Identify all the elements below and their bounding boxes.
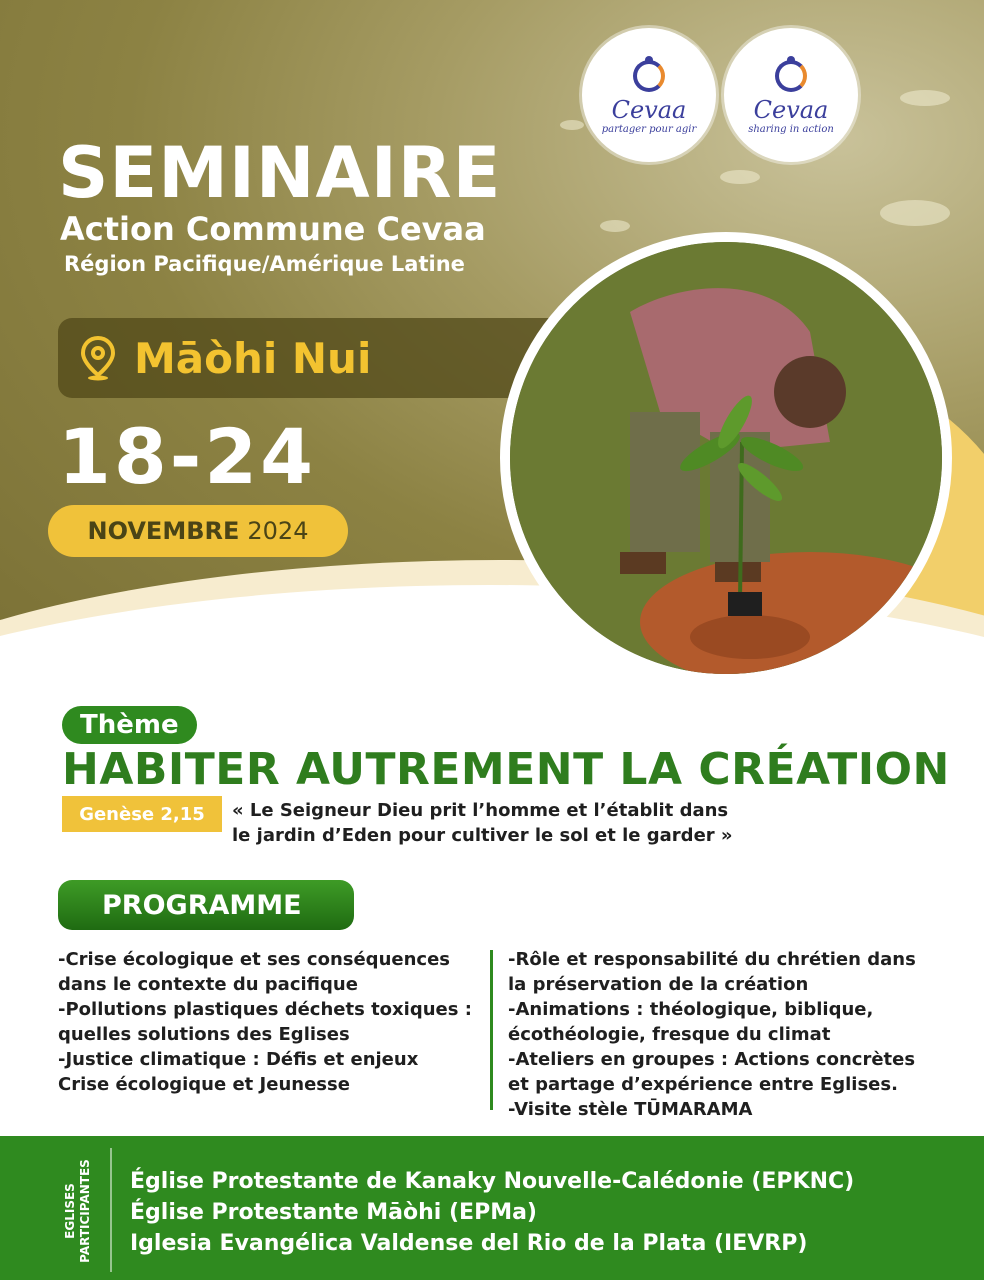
- programme-line: -Justice climatique : Défis et enjeux: [58, 1049, 419, 1070]
- event-subtitle: Action Commune Cevaa: [60, 210, 486, 248]
- church-item: Iglesia Evangélica Valdense del Rio de la Plata (IEVRP): [130, 1231, 808, 1256]
- programme-line: -Animations : théologique, biblique,: [508, 999, 874, 1020]
- cevaa-logo-en: Cevaa sharing in action: [724, 28, 858, 162]
- church-list: [130, 1166, 854, 1259]
- programme-line: la préservation de la création: [508, 974, 809, 995]
- verse-line: le jardin d’Eden pour cultiver le sol et le garder »: [232, 825, 733, 846]
- programme-line: -Crise écologique et ses conséquences: [58, 949, 450, 970]
- date-range: 18-24: [58, 412, 317, 501]
- programme-line: quelles solutions des Eglises: [58, 1024, 350, 1045]
- programme-line: -Ateliers en groupes : Actions concrètes: [508, 1049, 916, 1070]
- verse-line: « Le Seigneur Dieu prit l’homme et l’établit dans: [232, 800, 729, 821]
- verse-quote: [232, 798, 733, 848]
- photo-illustration: [510, 242, 942, 674]
- location-pin-icon: [78, 335, 118, 381]
- location-name: Māòhi Nui: [134, 333, 372, 383]
- tree-planting-photo: [500, 232, 952, 684]
- theme-title: HABITER AUTREMENT LA CRÉATION: [62, 744, 950, 795]
- cevaa-emblem-icon: [773, 56, 809, 96]
- programme-heading: PROGRAMME: [58, 880, 354, 930]
- church-item: Église Protestante de Kanaky Nouvelle-Calédonie (EPKNC): [130, 1169, 855, 1194]
- programme-line: dans le contexte du pacifique: [58, 974, 358, 995]
- verse-reference: Genèse 2,15: [62, 796, 222, 832]
- programme-line: -Visite stèle TŪMARAMA: [508, 1099, 753, 1120]
- theme-label: Thème: [62, 706, 197, 744]
- side-label-line: PARTICIPANTES: [78, 1159, 92, 1263]
- programme-line: -Rôle et responsabilité du chrétien dans: [508, 949, 916, 970]
- programme-divider: [490, 950, 493, 1110]
- programme-line: écothéologie, fresque du climat: [508, 1024, 831, 1045]
- month-badge: [48, 505, 348, 557]
- year-label: 2024: [247, 517, 309, 545]
- page-title: SEMINAIRE: [58, 132, 502, 214]
- participating-churches-label: [54, 1146, 102, 1276]
- side-label-line: EGLISES: [63, 1183, 77, 1239]
- church-item: Église Protestante Māòhi (EPMa): [130, 1200, 537, 1225]
- programme-line: et partage d’expérience entre Eglises.: [508, 1074, 898, 1095]
- month-label: NOVEMBRE: [87, 517, 240, 545]
- cevaa-logo-fr: Cevaa partager pour agir: [582, 28, 716, 162]
- cevaa-emblem-icon: [631, 56, 667, 96]
- programme-left-column: [58, 947, 488, 1097]
- programme-right-column: [508, 947, 948, 1122]
- programme-line: Crise écologique et Jeunesse: [58, 1074, 350, 1095]
- event-region: Région Pacifique/Amérique Latine: [64, 252, 465, 276]
- footer-divider: [110, 1148, 112, 1272]
- programme-line: -Pollutions plastiques déchets toxiques :: [58, 999, 472, 1020]
